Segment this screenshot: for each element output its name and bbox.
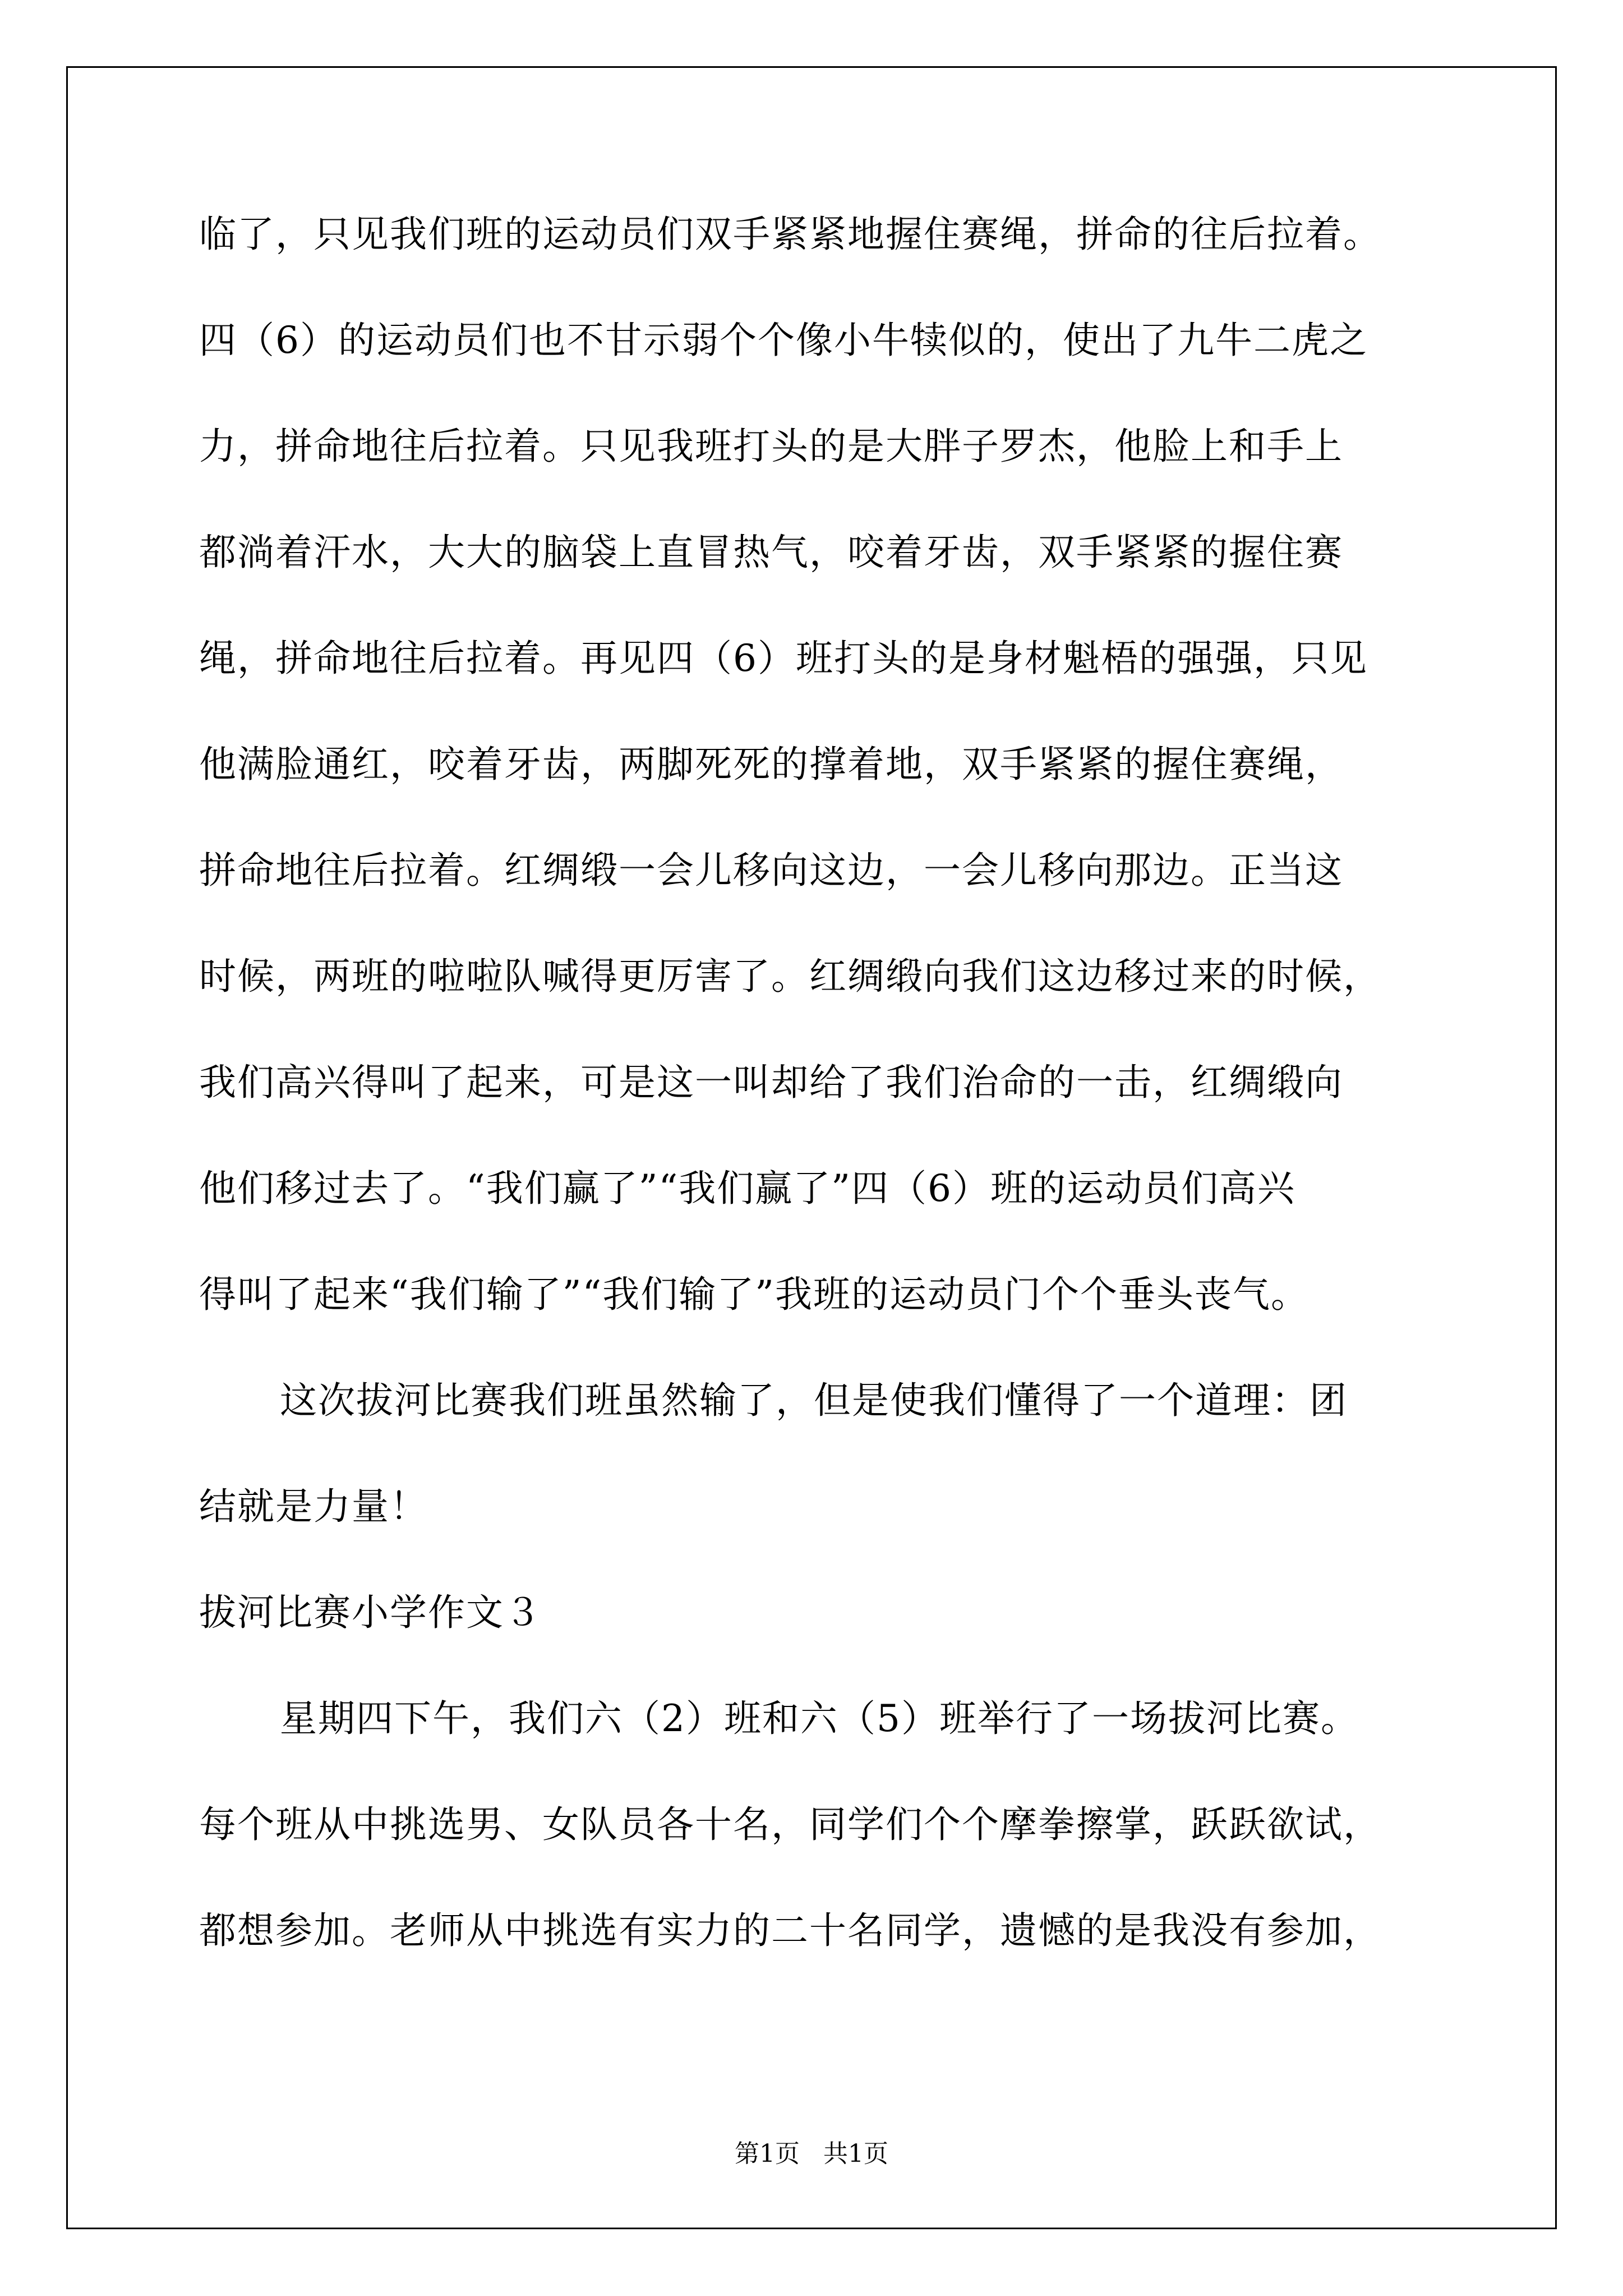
text-line: 四（6）的运动员们也不甘示弱个个像小牛犊似的，使出了九牛二虎之 — [199, 319, 1368, 362]
text-line: 拼命地往后拉着。红绸缎一会儿移向这边，一会儿移向那边。正当这 — [199, 849, 1343, 892]
text-line: 绳，拼命地往后拉着。再见四（6）班打头的是身材魁梧的强强，只见 — [199, 637, 1368, 680]
text-line: 临了，只见我们班的运动员们双手紧紧地握住赛绳，拼命的往后拉着。 — [199, 213, 1381, 256]
text-line: 得叫了起来“我们输了”“我们输了”我班的运动员门个个垂头丧气。 — [199, 1273, 1309, 1316]
text-line: 结就是力量！ — [199, 1485, 428, 1528]
document-body — [199, 213, 1467, 2018]
text-line: 他满脸通红，咬着牙齿，两脚死死的撑着地，双手紧紧的握住赛绳， — [199, 743, 1343, 786]
text-line: 他们移过去了。“我们赢了”“我们赢了”四（6）班的运动员们高兴 — [199, 1167, 1295, 1210]
text-line: 都想参加。老师从中挑选有实力的二十名同学，遗憾的是我没有参加， — [199, 1909, 1381, 1952]
section-heading: 拔河比赛小学作文３ — [199, 1591, 542, 1634]
text-line: 都淌着汗水，大大的脑袋上直冒热气，咬着牙齿，双手紧紧的握住赛 — [199, 531, 1343, 574]
paragraph-start-line: 星期四下午，我们六（2）班和六（5）班举行了一场拔河比赛。 — [280, 1697, 1359, 1740]
page-footer: 第1页 共1页 — [735, 2139, 888, 2168]
paragraph-start-line: 这次拔河比赛我们班虽然输了，但是使我们懂得了一个道理：团 — [280, 1379, 1348, 1422]
text-line: 我们高兴得叫了起来，可是这一叫却给了我们治命的一击，红绸缎向 — [199, 1061, 1343, 1104]
text-line: 时候，两班的啦啦队喊得更厉害了。红绸缎向我们这边移过来的时候， — [199, 955, 1381, 998]
text-line: 力，拼命地往后拉着。只见我班打头的是大胖子罗杰，他脸上和手上 — [199, 425, 1343, 468]
text-line: 每个班从中挑选男、女队员各十名，同学们个个摩拳擦掌，跃跃欲试， — [199, 1803, 1381, 1846]
